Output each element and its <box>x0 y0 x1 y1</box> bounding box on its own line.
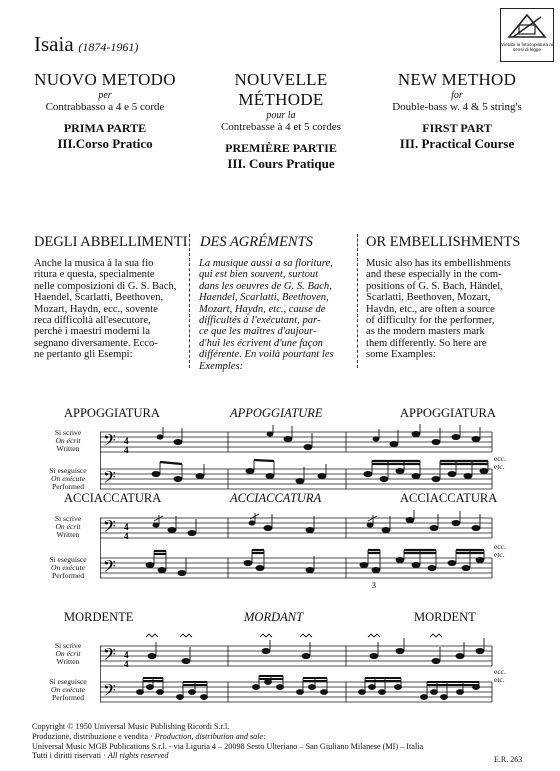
column-divider <box>189 258 190 368</box>
composer-name: Isaia <box>34 32 74 56</box>
note-head <box>432 439 440 444</box>
appoggiatura-staff-system <box>100 424 495 494</box>
text-line: Exemples: <box>199 360 244 372</box>
bass-clef-icon: 𝄢 <box>103 556 116 580</box>
composer-heading <box>34 32 138 57</box>
text-line: segnano diversamente. Ecco- <box>34 337 158 349</box>
note-head <box>304 444 312 449</box>
method-instrument: Contrabbasso a 4 e 5 corde <box>45 101 165 113</box>
note-head <box>390 441 398 446</box>
performed-notes <box>152 460 488 484</box>
method-title: NUOVO METODO <box>34 70 176 89</box>
ornament-label-italian: MORDENTE <box>64 610 134 624</box>
mordent-icon <box>146 634 158 637</box>
text-line: Haydn, etc., are often a source <box>366 303 495 315</box>
text-line: La musique aussi a sa floriture, <box>199 258 333 269</box>
no-photocopy-icon <box>507 13 547 39</box>
text-line: them differently. So here are <box>366 337 487 349</box>
column-divider <box>357 258 358 368</box>
text-line: Anche la musica à la sua fio <box>34 258 154 269</box>
publisher-address: Universal Music MGB Publications S.r.l. - via Liguria 4 – 20098 Sesto Ulteriano – San Giuliano Milanese (MI) – Italia <box>32 741 424 751</box>
etc-label: ecc. etc. <box>494 542 506 559</box>
method-instrument: Double-bass w. 4 & 5 string's <box>392 101 522 113</box>
ornament-label-italian: ACCIACCATURA <box>64 491 162 505</box>
text-line: d'hui les écrivent d'une façon <box>199 337 323 349</box>
section-title-italian: DEGLI ABBELLIMENTI <box>34 234 188 250</box>
note-head <box>472 436 480 441</box>
mordent-icon <box>260 634 272 637</box>
row-label-written: Si scrive On écrit Written <box>54 514 82 540</box>
text-line: ce que les maîtres d'aujour- <box>199 326 317 338</box>
title-column-french <box>196 70 366 172</box>
intro-paragraph-french <box>199 258 364 372</box>
bass-clef-icon: 𝄢 <box>103 467 116 491</box>
etc-label: ecc. etc. <box>494 454 506 471</box>
mordent-staff-system <box>100 632 495 707</box>
text-line: Mozart, Haydn, ecc., sovente <box>34 303 158 315</box>
grace-note <box>373 437 379 441</box>
rights-line: Tutti i diritti riservati · All rights reserved <box>32 751 169 761</box>
text-line: Music also has its embellishments <box>366 258 511 269</box>
bass-clef-icon: 𝄢 <box>103 680 116 704</box>
row-label-performed: Si eseguisce On exécute Performed <box>49 677 87 703</box>
composer-dates: (1874-1961) <box>78 40 139 54</box>
method-prep: per <box>98 90 112 101</box>
ornament-label-french: ACCIACCATURA <box>230 491 322 505</box>
method-part: PREMIÈRE PARTIE <box>225 141 337 155</box>
method-part: PRIMA PARTE <box>63 121 147 135</box>
row-label-performed: Si eseguisce On exécute Performed <box>49 466 87 492</box>
column-divider <box>357 234 358 256</box>
written-notes <box>146 634 484 664</box>
text-line: Scarlatti, Beethoven, Mozart, <box>366 292 491 304</box>
time-signature: 4 <box>124 659 129 669</box>
time-signature: 4 <box>124 531 129 541</box>
tuplet-mark: 3 <box>372 581 376 590</box>
text-line: nelle composizioni di G. S. Bach, <box>34 280 177 292</box>
section-title-french: DES AGRÉMENTS <box>200 234 313 250</box>
ornament-label-french: MORDANT <box>244 610 304 624</box>
ornament-label-italian: APPOGGIATURA <box>64 406 160 420</box>
time-signature: 4 <box>124 522 129 532</box>
column-divider <box>189 234 190 256</box>
etc-label: ecc. etc. <box>494 667 506 684</box>
ornament-label-french: APPOGGIATURE <box>230 406 323 420</box>
title-column-english <box>372 70 542 152</box>
text-line: difficultés à l'exécutant, par- <box>199 315 321 327</box>
note-head <box>452 434 460 439</box>
note-head <box>174 439 182 444</box>
text-line: as the modern masters mark <box>366 326 485 338</box>
method-course: III. Practical Course <box>399 136 515 151</box>
photocopy-stamp <box>500 8 554 62</box>
copyright-text: Copyright © 1950 Universal Music Publishing Ricordi S.r.l. <box>32 722 230 731</box>
stamp-text: Vietata la fotocopiatura ai sensi di legge <box>501 42 553 52</box>
method-title: NOUVELLE MÉTHODE <box>234 70 328 109</box>
text-line: différente. En voilà pourtant les <box>199 349 334 361</box>
bass-clef-icon: 𝄢 <box>103 430 116 454</box>
text-line: and these especially in the com- <box>366 269 502 281</box>
grace-note <box>157 435 163 439</box>
text-line: ne pertanto gli Esempi: <box>34 349 133 361</box>
text-line: Haendel, Scarlatti, Beethoven, <box>34 292 164 304</box>
footer <box>32 722 423 761</box>
text-line: qui est bien souvent, surtout <box>199 269 319 281</box>
time-signature: 4 <box>124 436 129 446</box>
text-line: reca difficoltà all'esecutore, <box>34 315 151 327</box>
performed-notes <box>137 676 480 699</box>
text-line: perchè i maestri moderni la <box>34 326 150 338</box>
method-course: III.Corso Pratico <box>57 136 153 151</box>
method-prep: for <box>451 90 463 101</box>
text-line: positions of G. S. Bach, Händel, <box>366 280 503 292</box>
row-label-performed: Si eseguisce On exécute Performed <box>49 555 87 581</box>
intro-paragraph-english <box>366 258 544 361</box>
bass-clef-icon: 𝄢 <box>103 516 116 540</box>
mordent-icon <box>368 634 380 637</box>
method-part: FIRST PART <box>422 121 492 135</box>
mordent-icon <box>300 634 312 637</box>
note-head <box>412 431 420 436</box>
ornament-label-english: MORDENT <box>414 610 476 624</box>
method-instrument: Contrebasse à 4 et 5 cordes <box>220 121 342 133</box>
method-title: NEW METHOD <box>397 70 517 89</box>
mordent-icon <box>430 634 442 637</box>
edition-code: E.R. 263 <box>494 755 523 764</box>
text-line: Mozart, Haydn, etc., cause de <box>199 303 326 315</box>
time-signature: 4 <box>124 650 129 660</box>
row-label-written: Si scrive On écrit Written <box>54 641 82 667</box>
note-head <box>284 436 292 441</box>
method-prep: pour la <box>266 110 296 121</box>
ornament-label-english: APPOGGIATURA <box>400 406 496 420</box>
text-line: some Examples: <box>366 349 436 361</box>
row-label-written: Si scrive On écrit Written <box>54 428 82 454</box>
mordent-icon <box>180 634 192 637</box>
section-title-english: OR EMBELLISHMENTS <box>366 234 521 250</box>
grace-note <box>267 432 273 436</box>
text-line: of difficulty for the performer, <box>366 315 495 327</box>
ornament-label-english: ACCIACCATURA <box>400 491 498 505</box>
title-column-italian <box>20 70 190 152</box>
text-line: Haendel, Scarlatti, Beethoven, <box>199 292 329 304</box>
time-signature: 4 <box>124 445 129 455</box>
method-course: III. Cours Pratique <box>227 156 335 171</box>
production-line: Produzione, distribuzione e vendita · Production, distribution and sale: <box>32 731 266 741</box>
bass-clef-icon: 𝄢 <box>103 644 116 668</box>
text-line: ritura e questa, specialmente <box>34 269 155 281</box>
text-line: dans les oeuvres de G. S. Bach, <box>199 280 332 292</box>
acciaccatura-staff-system <box>100 510 495 590</box>
intro-paragraph-italian <box>34 258 199 361</box>
